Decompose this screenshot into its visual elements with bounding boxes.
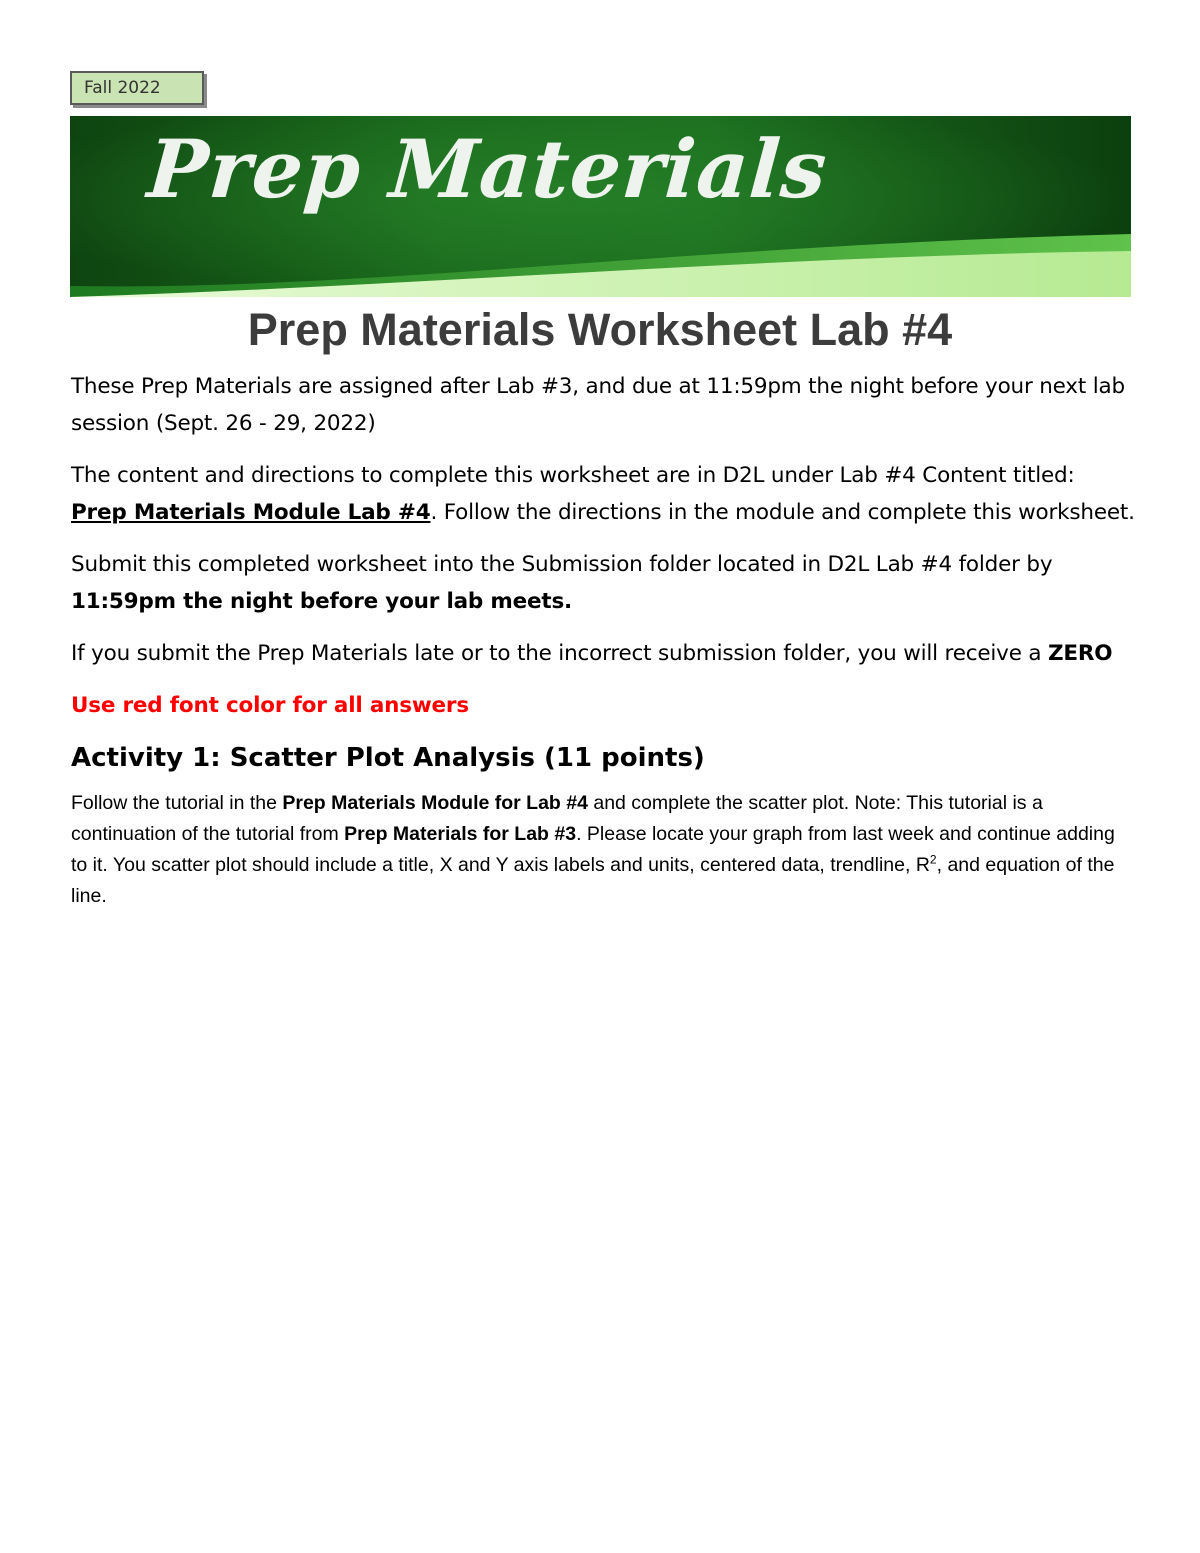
intro-text: These Prep Materials are assigned after Lab #3, and due at 11:59pm the night before your next lab session (Sept. 26 - 29, 2022) xyxy=(71,374,1125,436)
submit-text: Submit this completed worksheet into the Submission folder located in D2L Lab #4 folder by xyxy=(71,552,1053,577)
activity-module-ref: Prep Materials Module for Lab #4 xyxy=(282,792,588,814)
activity-instructions xyxy=(71,788,1135,912)
late-text: If you submit the Prep Materials late or to the incorrect submission folder, you will receive a xyxy=(71,641,1048,666)
activity-lab3-ref: Prep Materials for Lab #3 xyxy=(344,823,577,845)
submit-deadline: 11:59pm the night before your lab meets. xyxy=(71,589,573,614)
module-link: Prep Materials Module Lab #4 xyxy=(71,500,431,525)
intro-paragraph xyxy=(71,368,1135,442)
content-paragraph xyxy=(71,457,1135,531)
term-badge: Fall 2022 xyxy=(70,71,204,105)
red-font-note: Use red font color for all answers xyxy=(71,693,469,718)
late-paragraph xyxy=(71,635,1135,672)
r-squared-superscript: 2 xyxy=(929,852,937,867)
content-text-1: The content and directions to complete this worksheet are in D2L under Lab #4 Content titled: xyxy=(71,463,1075,488)
zero-text: ZERO xyxy=(1047,641,1113,666)
page-title: Prep Materials Worksheet Lab #4 xyxy=(247,304,953,355)
content-text-2: . Follow the directions in the module and complete this worksheet. xyxy=(430,500,1135,525)
submit-paragraph xyxy=(71,546,1135,620)
activity-text-3: . Please locate your graph from last week and continue adding to it. You scatter plot should include a title, X and Y axis labels and units, centered data, trendline, R xyxy=(71,823,1115,876)
prep-materials-banner xyxy=(70,116,1131,297)
activity-text-4: , and equation of the line. xyxy=(71,854,1115,907)
banner-title: Prep Materials xyxy=(144,122,831,216)
document-body xyxy=(71,368,1135,912)
activity-text-2: and complete the scatter plot. Note: This tutorial is a continuation of the tutorial from xyxy=(71,792,1043,845)
activity-heading: Activity 1: Scatter Plot Analysis (11 points) xyxy=(71,743,705,773)
activity-text-1: Follow the tutorial in the xyxy=(71,792,283,814)
